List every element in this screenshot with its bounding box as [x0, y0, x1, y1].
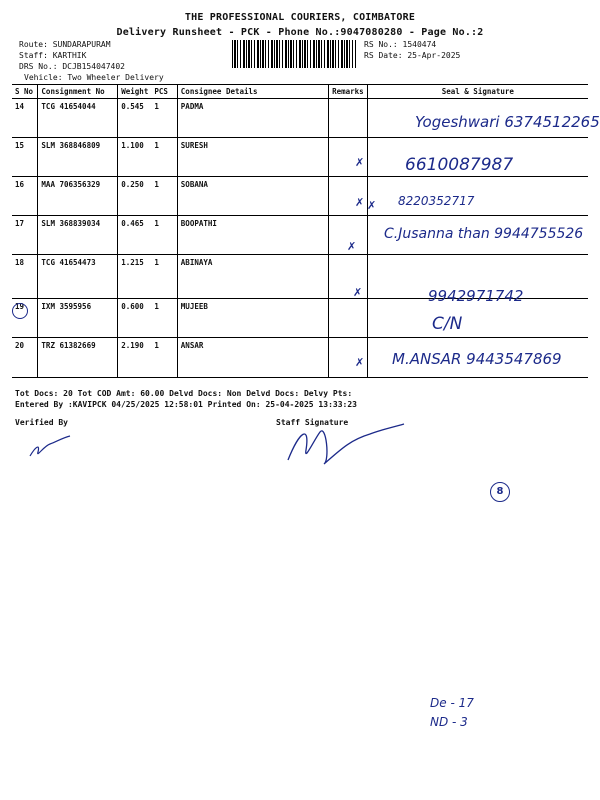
cell-sno: 18: [12, 255, 38, 299]
cell-consignment: TRZ 61382669: [38, 338, 118, 378]
col-header-signature: Seal & Signature: [367, 85, 588, 99]
cell-sno: 14: [12, 99, 38, 138]
cell-weight: 1.215: [118, 255, 152, 299]
col-header-pcs: PCS: [151, 85, 177, 99]
col-header-sno: S No: [12, 85, 38, 99]
cell-pcs: 1: [151, 138, 177, 177]
remark-mark: ✗: [355, 156, 365, 169]
cell-weight: 0.545: [118, 99, 152, 138]
remark-mark: ✗: [367, 198, 377, 212]
cell-consignee: ANSAR: [177, 338, 328, 378]
cell-consignment: IXM 3595956: [38, 299, 118, 338]
drs-label: DRS No.: DCJB154047402: [19, 62, 125, 71]
cell-weight: 0.250: [118, 177, 152, 216]
cell-weight: 0.465: [118, 216, 152, 255]
signature-handwriting: C/N: [432, 314, 463, 334]
route-label: Route: SUNDARAPURAM: [19, 40, 111, 49]
cell-consignment: TCG 41654044: [38, 99, 118, 138]
remark-mark: ✗: [347, 240, 357, 253]
cell-pcs: 1: [151, 255, 177, 299]
vehicle-label: Vehicle: Two Wheeler Delivery: [24, 73, 164, 82]
verified-by-label: Verified By: [15, 418, 68, 427]
table-row: [12, 177, 588, 216]
cell-consignee: MUJEEB: [177, 299, 328, 338]
signature-handwriting: M.ANSAR 9443547869: [392, 350, 562, 368]
cell-remarks: [329, 299, 368, 338]
col-header-consignee: Consignee Details: [177, 85, 328, 99]
cell-weight: 1.100: [118, 138, 152, 177]
cell-consignee: BOOPATHI: [177, 216, 328, 255]
cell-pcs: 1: [151, 177, 177, 216]
col-header-consignment: Consignment No: [38, 85, 118, 99]
cell-consignment: SLM 368839034: [38, 216, 118, 255]
cell-weight: 2.190: [118, 338, 152, 378]
staff-label: Staff: KARTHIK: [19, 51, 87, 60]
totals-line: Tot Docs: 20 Tot COD Amt: 60.00 Delvd Docs: Non Delvd Docs: Delvy Pts:: [15, 389, 353, 398]
staff-signature-label: Staff Signature: [276, 418, 349, 427]
barcode-image: [232, 40, 356, 68]
col-header-weight: Weight: [118, 85, 152, 99]
signature-handwriting: 9942971742: [428, 287, 524, 305]
cell-consignment: SLM 368846809: [38, 138, 118, 177]
cell-consignee: ABINAYA: [177, 255, 328, 299]
cell-weight: 0.600: [118, 299, 152, 338]
company-title: THE PROFESSIONAL COURIERS, COIMBATORE: [184, 12, 416, 23]
signature-handwriting: Yogeshwari 6374512265: [415, 113, 600, 131]
signature-handwriting: 6610087987: [405, 155, 514, 175]
delivered-count-note: De - 17: [430, 696, 474, 710]
remark-mark: ✗: [355, 356, 365, 369]
entered-by-line: Entered By :KAVIPCK 04/25/2025 12:58:01 Printed On: 25-04-2025 13:33:23: [15, 400, 357, 409]
verified-signature-scribble: [26, 432, 76, 462]
staff-signature-scribble: [280, 420, 410, 470]
circled-count-badge: 8: [490, 482, 510, 502]
not-delivered-count-note: ND - 3: [430, 715, 468, 729]
cell-consignment: TCG 41654473: [38, 255, 118, 299]
cell-pcs: 1: [151, 299, 177, 338]
cell-sno: 16: [12, 177, 38, 216]
signature-handwriting: C.Jusanna than 9944755526: [384, 226, 584, 242]
cell-remarks: [329, 99, 377, 212]
cell-consignee: PADMA: [177, 99, 328, 138]
rs-number: RS No.: 1540474: [364, 40, 437, 49]
remark-mark: ✗: [353, 286, 363, 299]
cell-sno: 19: [12, 299, 38, 338]
cell-sno: 15: [12, 138, 38, 177]
cell-sno: 20: [12, 338, 38, 378]
table-header-row: [12, 85, 588, 99]
cell-pcs: 1: [151, 99, 177, 138]
cell-pcs: 1: [151, 338, 177, 378]
circled-row-marker: [12, 303, 28, 319]
cell-consignee: SURESH: [177, 138, 328, 177]
remark-mark: ✗: [355, 196, 365, 209]
cell-consignment: MAA 706356329: [38, 177, 118, 216]
cell-pcs: 1: [151, 216, 177, 255]
col-header-remarks: Remarks: [329, 85, 368, 99]
cell-sno: 17: [12, 216, 38, 255]
runsheet-subtitle: Delivery Runsheet - PCK - Phone No.:9047080280 - Page No.:2: [116, 27, 484, 38]
signature-handwriting: 8220352717: [398, 194, 475, 208]
rs-date: RS Date: 25-Apr-2025: [364, 51, 461, 60]
cell-consignee: SOBANA: [177, 177, 328, 216]
